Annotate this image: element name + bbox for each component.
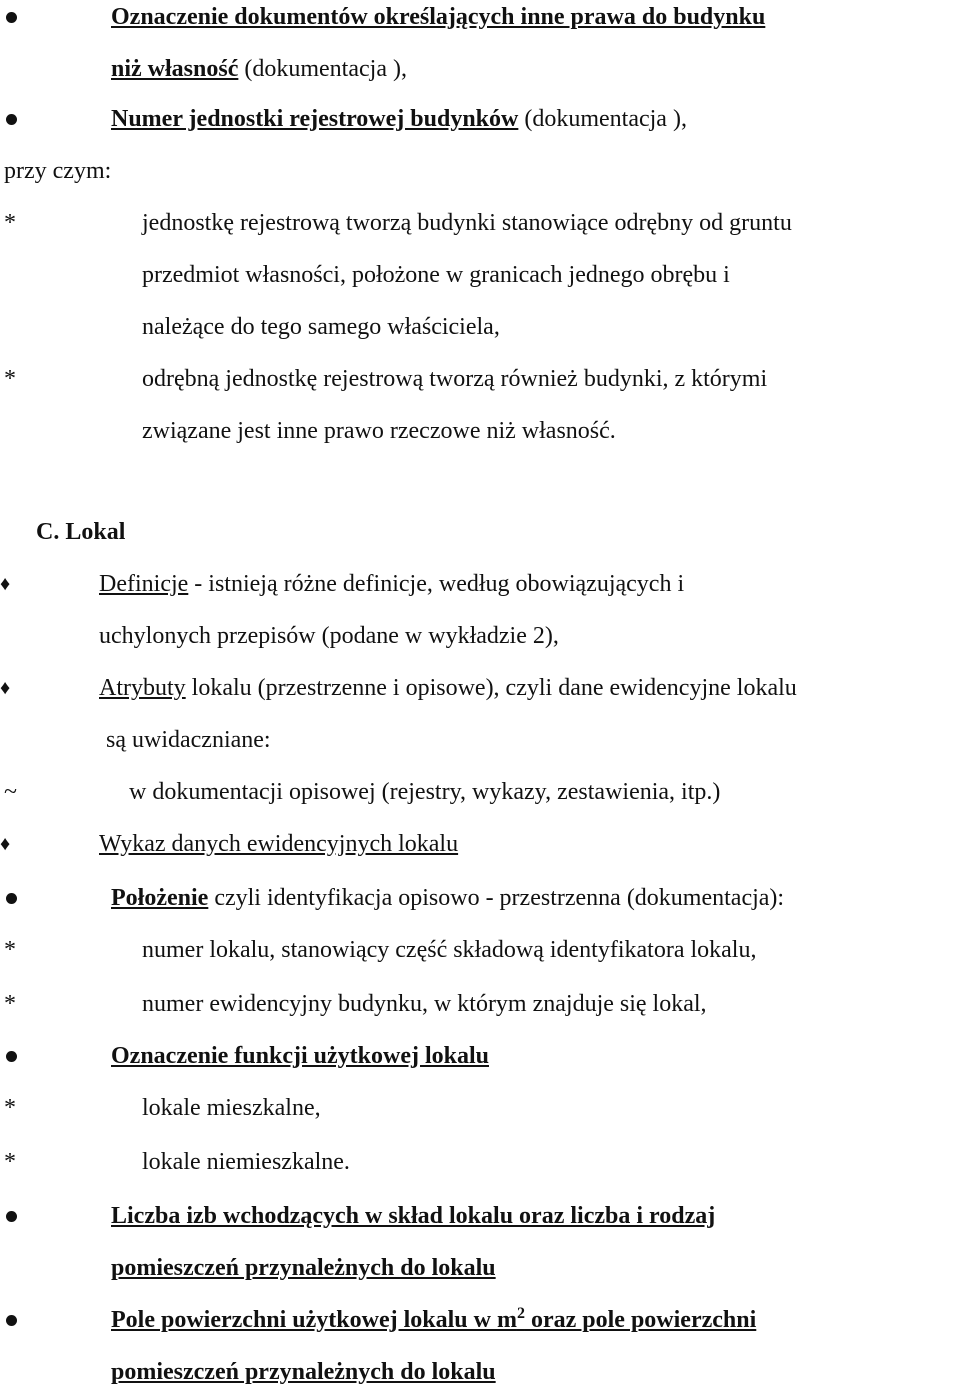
section-title: C. Lokal: [36, 519, 126, 545]
asterisk-icon: *: [4, 366, 16, 392]
sub-item-text: numer ewidencyjny budynku, w którym znajduje się lokal,: [142, 991, 707, 1017]
asterisk-icon: *: [4, 1149, 16, 1175]
item-title: Liczba izb wchodzących w skład lokalu oraz liczba i rodzaj: [111, 1203, 716, 1229]
item-title: Pole powierzchni użytkowej lokalu w m: [111, 1307, 517, 1333]
item-text: w dokumentacji opisowej (rejestry, wykazy, zestawienia, itp.): [129, 779, 721, 805]
paragraph-text: są uwidaczniane:: [106, 727, 271, 753]
bullet-dot-icon: [6, 1211, 17, 1222]
sub-item-text: numer lokalu, stanowiący część składową identyfikatora lokalu,: [142, 937, 757, 963]
item-title: Numer jednostki rejestrowej budynków: [111, 106, 519, 132]
asterisk-icon: *: [4, 210, 16, 236]
superscript-exponent: 2: [516, 1305, 525, 1322]
paragraph-text: przy czym:: [4, 158, 112, 184]
bullet-dot-icon: [6, 1051, 17, 1062]
paragraph-text: uchylonych przepisów (podane w wykładzie 2),: [99, 623, 559, 649]
bullet-dot-icon: [6, 12, 17, 23]
asterisk-icon: *: [4, 937, 16, 963]
item-text: - istnieją różne definicje, według obowiązujących i: [188, 571, 685, 597]
sub-item-text: lokale niemieszkalne.: [142, 1149, 350, 1175]
item-link-text: Wykaz danych ewidencyjnych lokalu: [99, 831, 459, 857]
diamond-bullet-icon: ♦: [0, 573, 11, 595]
asterisk-icon: *: [4, 1095, 16, 1121]
diamond-bullet-icon: ♦: [0, 833, 11, 855]
sub-item-text: jednostkę rejestrową tworzą budynki stanowiące odrębny od gruntu: [142, 210, 792, 236]
item-text: czyli identyfikacja opisowo - przestrzenna (dokumentacja):: [208, 885, 785, 911]
paragraph-text: należące do tego samego właściciela,: [142, 314, 500, 340]
diamond-bullet-icon: ♦: [0, 677, 11, 699]
item-link-text: Definicje: [99, 571, 189, 597]
sub-item-text: lokale mieszkalne,: [142, 1095, 321, 1121]
item-title-continued: oraz pole powierzchni: [524, 1307, 757, 1333]
item-title: pomieszczeń przynależnych do lokalu: [111, 1359, 496, 1385]
item-suffix: (dokumentacja ),: [518, 106, 687, 132]
paragraph-text: przedmiot własności, położone w granicach jednego obrębu i: [142, 262, 730, 288]
item-suffix: (dokumentacja ),: [238, 56, 407, 82]
item-link-text: Atrybuty: [99, 675, 186, 701]
sub-item-text: odrębną jednostkę rejestrową tworzą również budynki, z którymi: [142, 366, 768, 392]
item-title: Oznaczenie dokumentów określających inne prawa do budynku: [111, 4, 766, 30]
asterisk-icon: *: [4, 991, 16, 1017]
bullet-dot-icon: [6, 114, 17, 125]
item-title: pomieszczeń przynależnych do lokalu: [111, 1255, 496, 1281]
paragraph-text: związane jest inne prawo rzeczowe niż własność.: [142, 418, 616, 444]
bullet-dot-icon: [6, 1315, 17, 1326]
item-title: Położenie: [111, 885, 209, 911]
item-title: Oznaczenie funkcji użytkowej lokalu: [111, 1043, 489, 1069]
tilde-icon: ~: [4, 779, 17, 805]
item-text: lokalu (przestrzenne i opisowe), czyli dane ewidencyjne lokalu: [185, 675, 797, 701]
item-title: niż własność: [111, 56, 239, 82]
bullet-dot-icon: [6, 893, 17, 904]
